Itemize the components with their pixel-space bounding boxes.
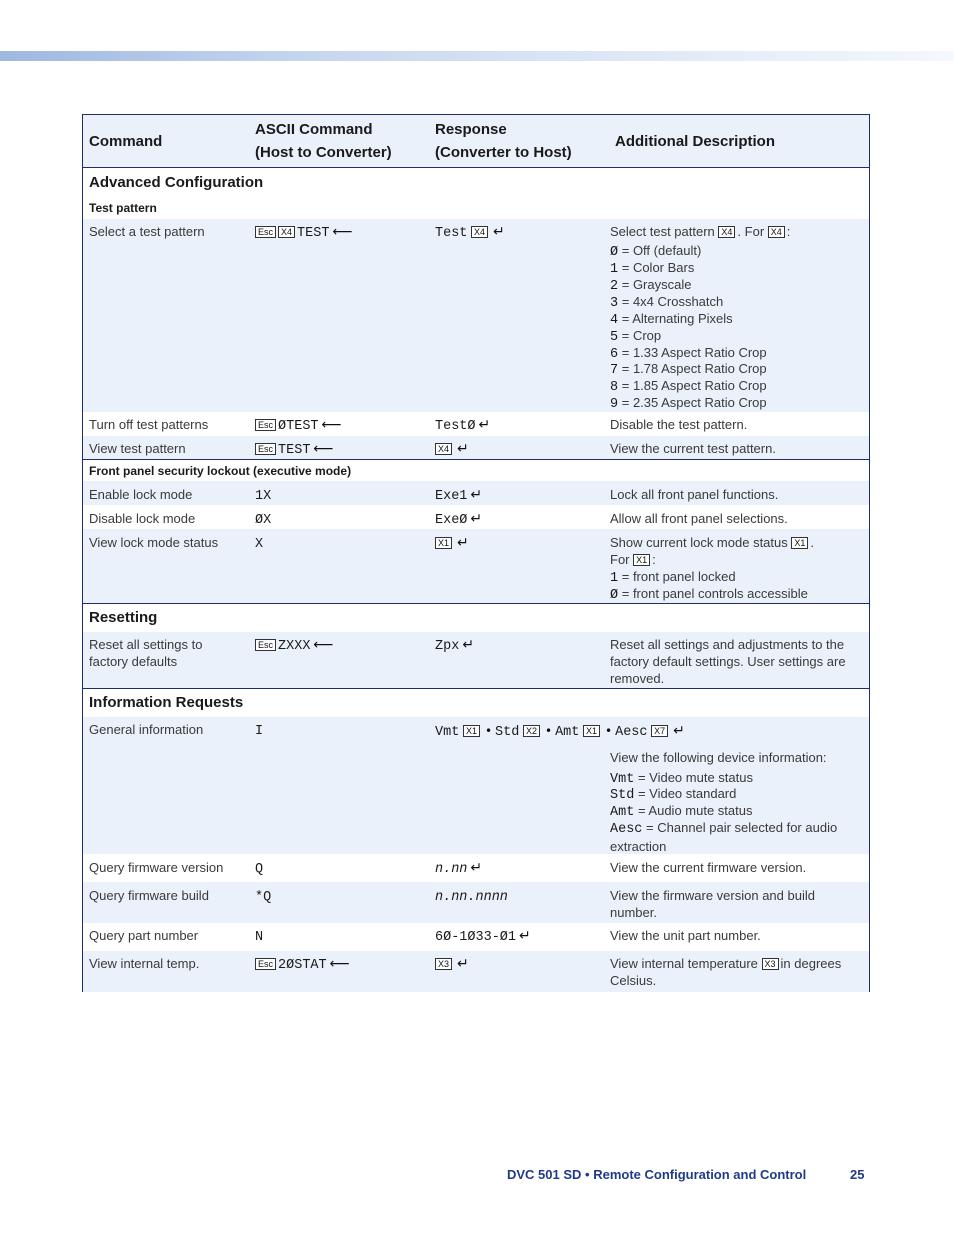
desc-turn-off-test-patterns: Disable the test pattern. <box>610 417 748 432</box>
return-arrow-icon: ↵ <box>470 487 483 503</box>
cmd-reset-line2: factory defaults <box>89 654 178 669</box>
x1-key-icon: X1 <box>463 725 480 737</box>
header-description: Additional Description <box>615 133 776 150</box>
resp-fw-version: n.nn ↵ <box>435 860 483 877</box>
test-pattern-option: 8 = 1.85 Aspect Ratio Crop <box>610 378 767 395</box>
return-arrow-icon: ↵ <box>519 928 531 944</box>
cmd-turn-off-test-patterns: Turn off test patterns <box>89 417 209 432</box>
test-pattern-option: 3 = 4x4 Crosshatch <box>610 294 724 311</box>
cmd-fw-version: Query firmware version <box>89 860 224 875</box>
page-number: 25 <box>850 1167 865 1182</box>
carriage-return-arrow-icon: ⟵ <box>313 637 334 653</box>
ascii-enable-lock: 1X <box>255 489 272 504</box>
resp-part-number: 6Ø-1Ø33-Ø1 ↵ <box>435 928 531 945</box>
desc-enable-lock: Lock all front panel functions. <box>610 487 779 502</box>
general-info-item: Amt = Audio mute status <box>610 803 753 820</box>
cmd-fw-build: Query firmware build <box>89 888 209 903</box>
test-pattern-option: Ø = Off (default) <box>610 243 702 260</box>
resp-internal-temp <box>435 955 469 973</box>
general-info-item: Vmt = Video mute status <box>610 770 753 787</box>
desc-fw-version: View the current firmware version. <box>610 860 807 875</box>
return-arrow-icon: ↵ <box>470 860 483 876</box>
carriage-return-arrow-icon: ⟵ <box>313 441 334 457</box>
cmd-enable-lock: Enable lock mode <box>89 487 193 502</box>
desc-reset: Reset all settings and adjustments to the factory default settings. User settings are removed. <box>610 637 846 686</box>
resp-select-test-pattern: Test X4 ↵ <box>435 224 505 241</box>
ascii-internal-temp: Esc 2ØSTAT ⟵ <box>255 955 350 974</box>
esc-key-icon: Esc <box>255 226 276 238</box>
ascii-turn-off-test-patterns: Esc ØTEST ⟵ <box>255 416 342 435</box>
desc-general-intro: View the following device information: <box>610 750 827 765</box>
cmd-disable-lock: Disable lock mode <box>89 511 196 526</box>
esc-key-icon: Esc <box>255 958 276 970</box>
x7-key-icon: X7 <box>651 725 668 737</box>
lock-status-option: 1 = front panel locked <box>610 569 736 586</box>
return-arrow-icon: ↵ <box>470 511 483 527</box>
ascii-disable-lock: ØX <box>255 513 272 528</box>
resp-turn-off-test-patterns: TestØ ↵ <box>435 417 491 434</box>
section-resetting-title: Resetting <box>89 609 158 626</box>
cmd-view-test-pattern: View test pattern <box>89 441 186 456</box>
cmd-view-lock-status: View lock mode status <box>89 535 219 550</box>
resp-view-test-pattern <box>435 440 469 458</box>
return-arrow-icon: ↵ <box>457 535 469 551</box>
test-pattern-option: 6 = 1.33 Aspect Ratio Crop <box>610 345 767 362</box>
carriage-return-arrow-icon: ⟵ <box>329 956 350 972</box>
carriage-return-arrow-icon: ⟵ <box>321 417 342 433</box>
resp-disable-lock: ExeØ ↵ <box>435 511 483 528</box>
carriage-return-arrow-icon: ⟵ <box>332 224 353 240</box>
desc-view-lock-status: Show current lock mode status X1 . <box>610 535 815 550</box>
x4-key-icon: X4 <box>435 443 452 455</box>
ascii-reset: Esc ZXXX ⟵ <box>255 636 334 655</box>
section-divider <box>83 603 869 604</box>
esc-key-icon: Esc <box>255 419 276 431</box>
test-pattern-option: 2 = Grayscale <box>610 277 692 294</box>
test-pattern-option: 5 = Crop <box>610 328 662 345</box>
desc-view-test-pattern: View the current test pattern. <box>610 441 776 456</box>
x1-key-icon: X1 <box>791 537 808 549</box>
lock-status-option: Ø = front panel controls accessible <box>610 586 808 603</box>
cmd-part-number: Query part number <box>89 928 199 943</box>
section-info-title: Information Requests <box>89 694 244 711</box>
resp-general-info: Vmt X1 • Std X2 • Amt X1 • Aesc X7 ↵ <box>435 723 685 740</box>
desc-select-test-pattern: Select test pattern X4 . For X4 : <box>610 224 791 239</box>
test-pattern-option: 7 = 1.78 Aspect Ratio Crop <box>610 361 767 378</box>
subsection-test-pattern: Test pattern <box>89 201 157 215</box>
desc-part-number: View the unit part number. <box>610 928 761 943</box>
general-info-item: Aesc = Channel pair selected for audio extraction <box>610 820 838 854</box>
x1-key-icon: X1 <box>633 554 650 566</box>
section-divider <box>83 688 869 689</box>
return-arrow-icon: ↵ <box>478 417 491 433</box>
ascii-select-test-pattern: Esc X4 TEST ⟵ <box>255 223 353 242</box>
x4-key-icon: X4 <box>718 226 735 238</box>
cmd-internal-temp: View internal temp. <box>89 956 200 971</box>
resp-reset: Zpx ↵ <box>435 637 475 654</box>
resp-view-lock-status <box>435 534 469 552</box>
header-command: Command <box>89 133 163 150</box>
row-divider <box>83 459 869 460</box>
x1-key-icon: X1 <box>583 725 600 737</box>
header-response-line1: Response <box>435 121 507 138</box>
ascii-view-test-pattern: Esc TEST ⟵ <box>255 440 334 459</box>
x2-key-icon: X2 <box>523 725 540 737</box>
resp-fw-build: n.nn.nnnn <box>435 890 508 905</box>
x3-key-icon: X3 <box>435 958 452 970</box>
cmd-general-info: General information <box>89 722 204 737</box>
desc-lock-status-for: For X1 : <box>610 552 656 567</box>
test-pattern-option: 9 = 2.35 Aspect Ratio Crop <box>610 395 767 412</box>
section-advanced-title: Advanced Configuration <box>89 174 264 191</box>
ascii-view-lock-status: X <box>255 537 264 552</box>
x1-key-icon: X1 <box>435 537 452 549</box>
return-arrow-icon: ↵ <box>493 224 505 240</box>
return-arrow-icon: ↵ <box>673 723 685 739</box>
ascii-part-number: N <box>255 930 264 945</box>
x4-key-icon: X4 <box>768 226 785 238</box>
return-arrow-icon: ↵ <box>457 441 469 457</box>
desc-disable-lock: Allow all front panel selections. <box>610 511 788 526</box>
subsection-lockout: Front panel security lockout (executive mode) <box>89 464 352 478</box>
ascii-fw-version: Q <box>255 862 264 877</box>
resp-enable-lock: Exe1 ↵ <box>435 487 483 504</box>
ascii-general-info: I <box>255 724 264 739</box>
header-divider <box>83 167 869 168</box>
return-arrow-icon: ↵ <box>462 637 475 653</box>
header-ascii-line1: ASCII Command <box>255 121 373 138</box>
x4-key-icon: X4 <box>471 226 488 238</box>
top-color-band <box>0 51 954 61</box>
return-arrow-icon: ↵ <box>457 956 469 972</box>
ascii-fw-build: *Q <box>255 890 272 905</box>
x3-key-icon: X3 <box>762 958 779 970</box>
test-pattern-option: 4 = Alternating Pixels <box>610 311 733 328</box>
cmd-reset-line1: Reset all settings to <box>89 637 203 652</box>
test-pattern-option: 1 = Color Bars <box>610 260 695 277</box>
footer-title: DVC 501 SD • Remote Configuration and Control <box>507 1167 807 1182</box>
general-info-item: Std = Video standard <box>610 786 737 803</box>
cmd-select-test-pattern: Select a test pattern <box>89 224 205 239</box>
esc-key-icon: Esc <box>255 639 276 651</box>
header-ascii-line2: (Host to Converter) <box>255 144 392 161</box>
command-table <box>82 114 870 992</box>
header-response-line2: (Converter to Host) <box>435 144 572 161</box>
esc-key-icon: Esc <box>255 443 276 455</box>
x4-key-icon: X4 <box>278 226 295 238</box>
desc-fw-build: View the firmware version and build number. <box>610 888 815 920</box>
desc-internal-temp: View internal temperature X3 in degrees Celsius. <box>610 956 842 988</box>
